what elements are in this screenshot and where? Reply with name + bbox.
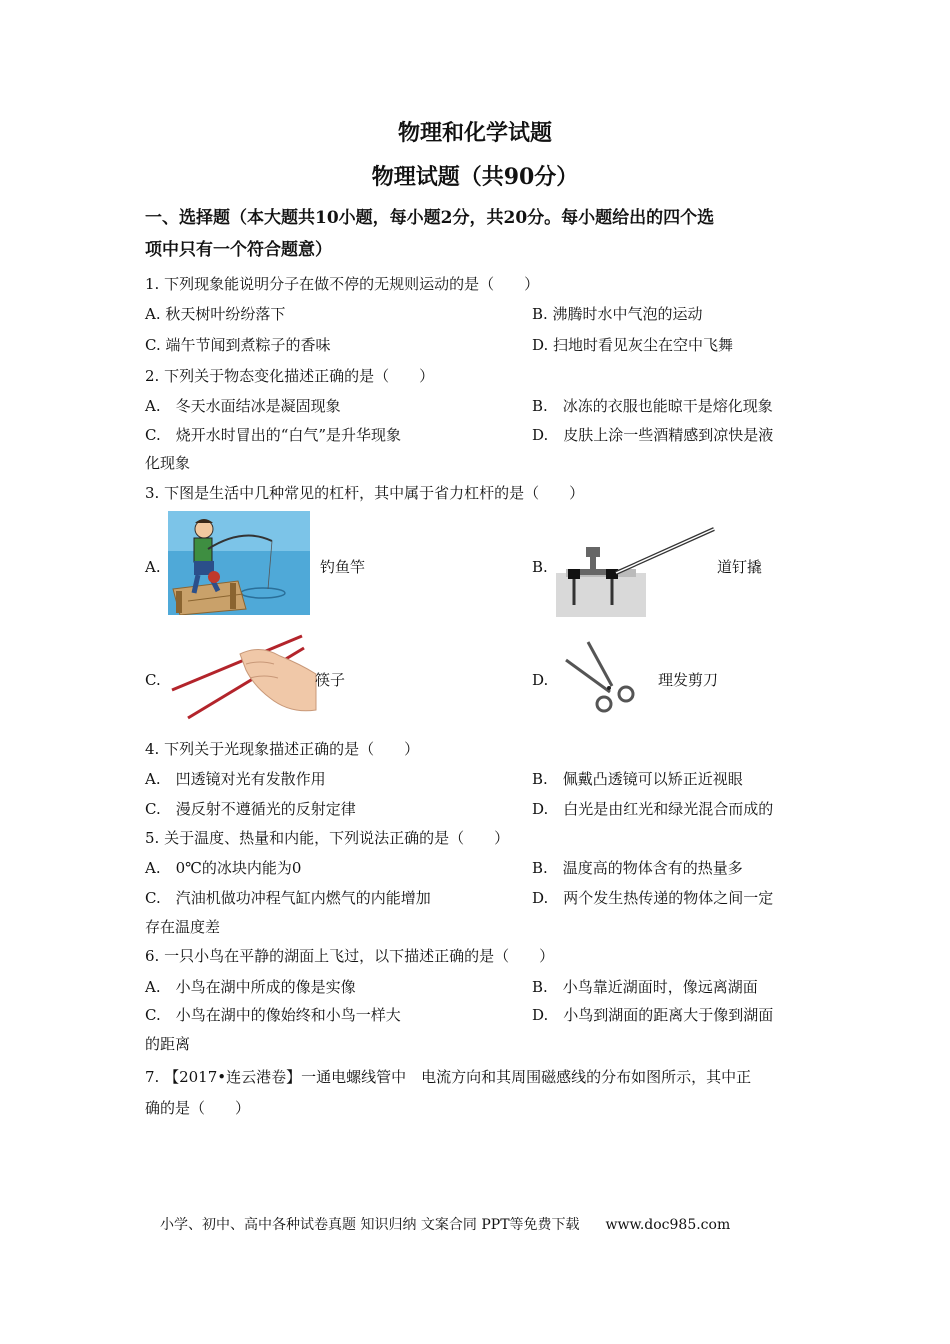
- q2-option-d: D. 皮肤上涂一些酒精感到凉快是液: [532, 426, 774, 444]
- q1-option-c: C. 端午节闻到煮粽子的香味: [145, 336, 331, 354]
- q2-option-b: B. 冰冻的衣服也能晾干是熔化现象: [532, 397, 773, 415]
- footer-text: 小学、初中、高中各种试卷真题 知识归纳 文案合同 PPT等免费下载: [160, 1217, 580, 1233]
- q5-option-a: A. 0℃的冰块内能为0: [145, 859, 302, 877]
- fishing-rod-image: [168, 511, 310, 615]
- q2-stem: 2. 下列关于物态变化描述正确的是（ ）: [145, 367, 435, 385]
- q7-stem: 7. 【2017•连云港卷】一通电螺线管中 电流方向和其周围磁感线的分布如图所示，其中正: [145, 1068, 752, 1086]
- q1-option-d: D. 扫地时看见灰尘在空中飞舞: [532, 336, 734, 354]
- footer-url[interactable]: www.doc985.com: [605, 1217, 731, 1233]
- q3-option-c-label: 筷子: [315, 671, 346, 689]
- q5-option-d-cont: 存在温度差: [145, 918, 221, 936]
- q5-option-c: C. 汽油机做功冲程气缸内燃气的内能增加: [145, 889, 431, 907]
- q1-stem: 1. 下列现象能说明分子在做不停的无规则运动的是（ ）: [145, 275, 540, 293]
- q6-stem: 6. 一只小鸟在平静的湖面上飞过，以下描述正确的是（ ）: [145, 947, 555, 965]
- q7-stem-cont: 确的是（ ）: [145, 1099, 251, 1117]
- q4-option-a: A. 凹透镜对光有发散作用: [145, 770, 326, 788]
- q5-option-b: B. 温度高的物体含有的热量多: [532, 859, 743, 877]
- q1-option-a: A. 秋天树叶纷纷落下: [145, 305, 286, 323]
- q3-option-b-letter: B.: [532, 558, 548, 576]
- q6-option-a: A. 小鸟在湖中所成的像是实像: [145, 978, 356, 996]
- rail-spike-crowbar-image: [556, 525, 718, 617]
- q2-option-a: A. 冬天水面结冰是凝固现象: [145, 397, 341, 415]
- q2-option-d-cont: 化现象: [145, 454, 191, 472]
- q4-option-c: C. 漫反射不遵循光的反射定律: [145, 800, 356, 818]
- q5-option-d: D. 两个发生热传递的物体之间一定: [532, 889, 774, 907]
- q4-option-d: D. 白光是由红光和绿光混合而成的: [532, 800, 774, 818]
- scissors-image: [560, 638, 640, 718]
- q5-stem: 5. 关于温度、热量和内能，下列说法正确的是（ ）: [145, 829, 510, 847]
- q6-option-d: D. 小鸟到湖面的距离大于像到湖面: [532, 1006, 774, 1024]
- q4-option-b: B. 佩戴凸透镜可以矫正近视眼: [532, 770, 743, 788]
- q6-option-d-cont: 的距离: [145, 1035, 191, 1053]
- page-title: 物理和化学试题: [397, 120, 552, 146]
- page-subtitle: 物理试题（共90分）: [371, 164, 579, 190]
- q6-option-c: C. 小鸟在湖中的像始终和小鸟一样大: [145, 1006, 401, 1024]
- section-heading-line1: 一、选择题（本大题共10小题，每小题2分，共20分。每小题给出的四个选: [145, 208, 715, 228]
- q3-option-c-letter: C.: [145, 671, 161, 689]
- q4-stem: 4. 下列关于光现象描述正确的是（ ）: [145, 740, 420, 758]
- q3-option-d-label: 理发剪刀: [658, 671, 719, 689]
- q6-option-b: B. 小鸟靠近湖面时，像远离湖面: [532, 978, 758, 996]
- q3-option-d-letter: D.: [532, 671, 549, 689]
- q3-option-a-label: 钓鱼竿: [320, 558, 366, 576]
- q1-option-b: B. 沸腾时水中气泡的运动: [532, 305, 703, 323]
- page-footer: [160, 1214, 730, 1234]
- q2-option-c: C. 烧开水时冒出的“白气”是升华现象: [145, 426, 402, 444]
- chopsticks-image: [170, 634, 318, 720]
- section-heading: [145, 202, 810, 266]
- section-heading-line2: 项中只有一个符合题意）: [145, 240, 332, 260]
- q3-stem: 3. 下图是生活中几种常见的杠杆，其中属于省力杠杆的是（ ）: [145, 484, 585, 502]
- q3-option-b-label: 道钉撬: [717, 558, 763, 576]
- q3-option-a-letter: A.: [145, 558, 161, 576]
